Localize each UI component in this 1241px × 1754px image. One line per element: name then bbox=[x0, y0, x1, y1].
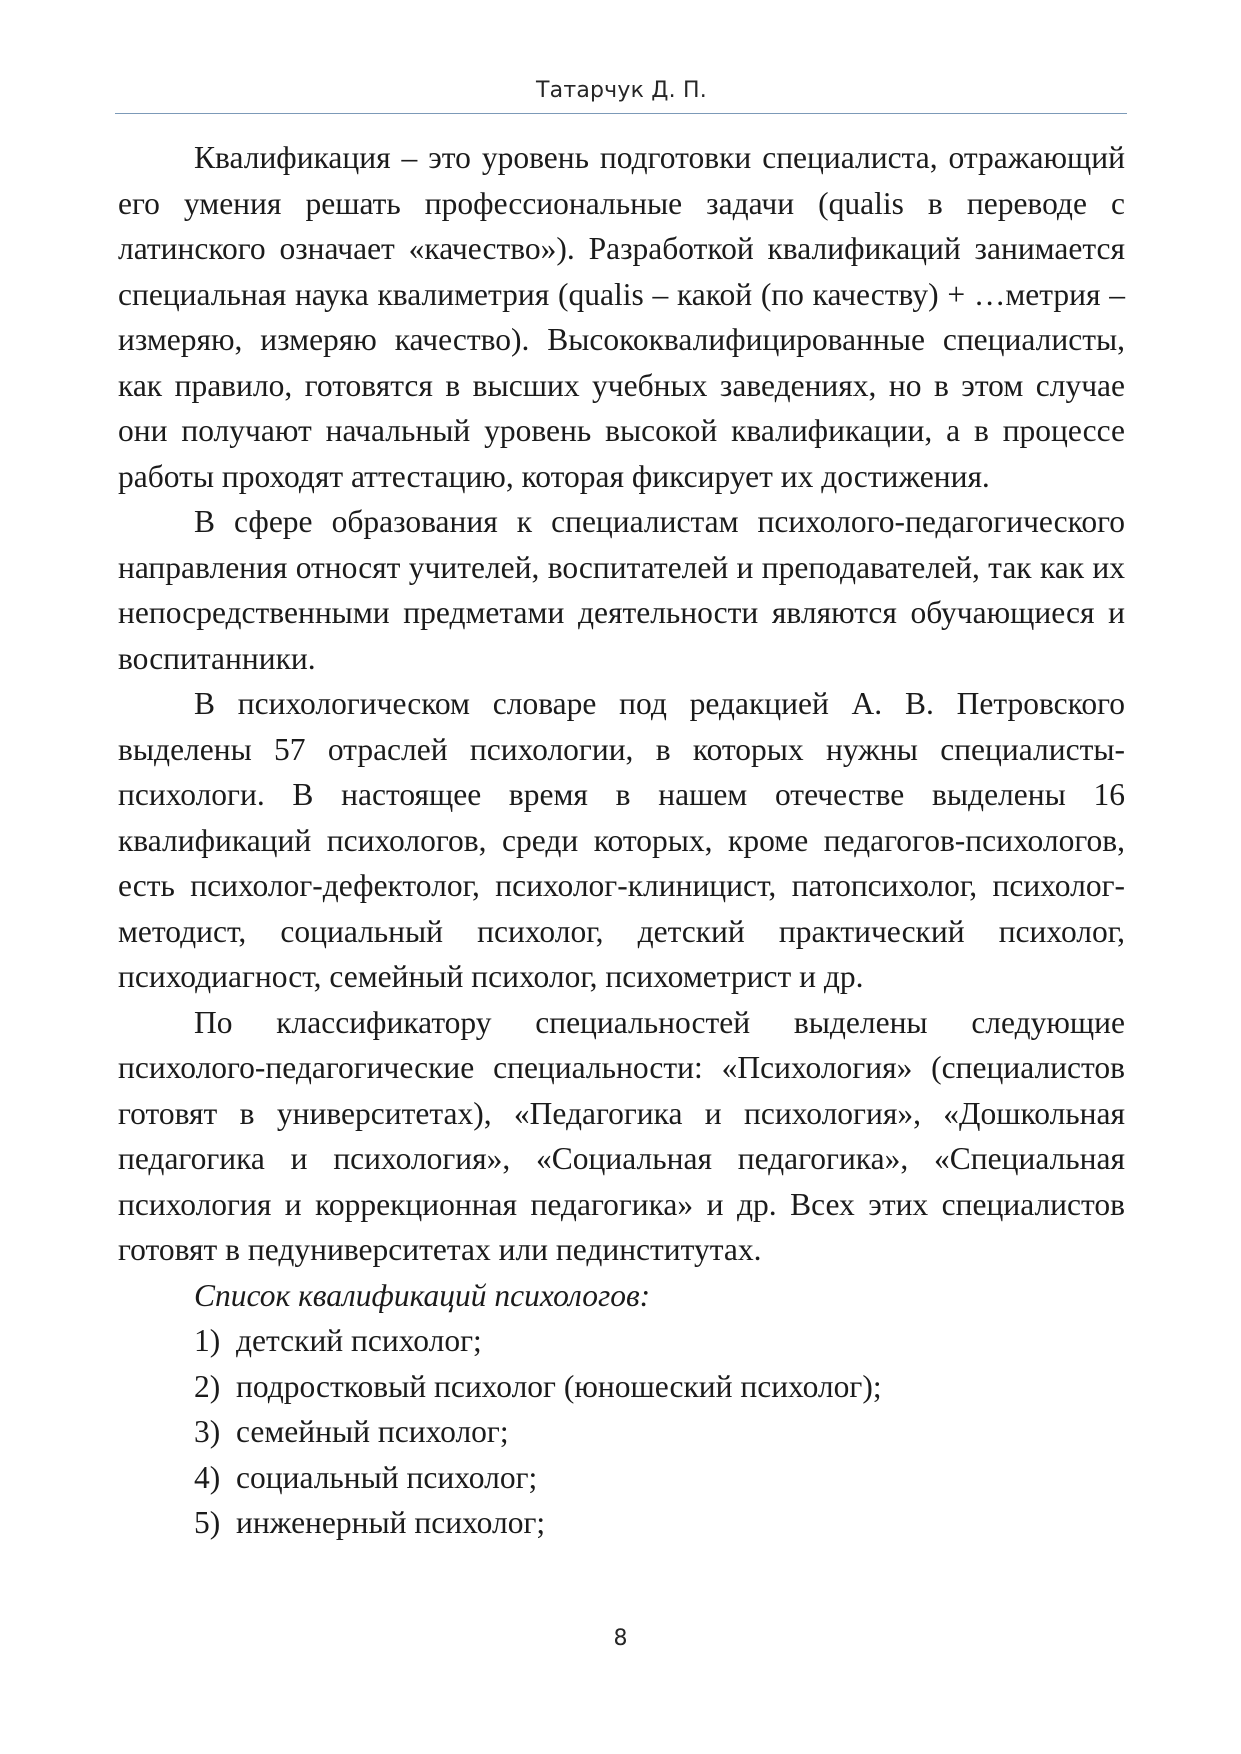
header-divider bbox=[115, 113, 1127, 114]
main-text bbox=[118, 135, 1125, 1546]
list-item bbox=[118, 1409, 1125, 1455]
list-title: Список квалификаций психологов: bbox=[194, 1277, 651, 1313]
qualifications-list bbox=[118, 1318, 1125, 1546]
list-item-number: 1) bbox=[194, 1323, 221, 1358]
list-item-text: семейный психолог; bbox=[236, 1414, 509, 1449]
list-item bbox=[118, 1500, 1125, 1546]
list-item bbox=[118, 1318, 1125, 1364]
list-item-number: 4) bbox=[194, 1459, 221, 1495]
paragraph-qualification: Квалификация – это уровень подготовки специалиста, отражающий его умения решать профессиональные задачи (qualis в переводе с латинского означает «качество»). Разработкой квалификаций занимается специальная наука квалиметрия (qualis – какой (по качеству) + …метрия – измеряю, измеряю качество). Высококвалифицированные специалисты, как правило, готовятся в высших учебных заведениях, но в этом случае они получают начальный уровень высокой квалификации, а в процессе работы проходят аттестацию, которая фиксирует их достижения. bbox=[118, 140, 1125, 494]
list-item-text: детский психолог; bbox=[236, 1323, 482, 1358]
list-item-text: подростковый психолог (юношеский психолог); bbox=[236, 1368, 882, 1404]
list-item-text: инженерный психолог; bbox=[236, 1505, 546, 1540]
list-item-number: 3) bbox=[194, 1414, 221, 1449]
list-item-text: социальный психолог; bbox=[236, 1459, 538, 1495]
paragraph-education: В сфере образования к специалистам психолого-педагогического направления относят учителей, воспитателей и преподавателей, так как их непосредственными предметами деятельности являются обучающиеся и воспитанники. bbox=[118, 504, 1125, 676]
list-item-number: 2) bbox=[194, 1368, 221, 1404]
list-item-number: 5) bbox=[194, 1505, 221, 1540]
paragraph-classifier: По классификатору специальностей выделены следующие психолого-педагогические специальности: «Психология» (специалистов готовят в университетах), «Педагогика и психология», «Дошкольная педагогика и психология», «Социальная педагогика», «Специальная психология и коррекционная педагогика» и др. Всех этих специалистов готовят в педуниверситетах или пединститутах. bbox=[118, 1004, 1125, 1267]
paragraph-dictionary: В психологическом словаре под редакцией А. В. Петровского выделены 57 отраслей психологии, в которых нужны специалисты-психологи. В настоящее время в нашем отечестве выделены 16 квалификаций психологов, среди которых, кроме педагогов-психологов, есть психолог-дефектолог, психолог-клиницист, патопсихолог, психолог-методист, социальный психолог, детский практический психолог, психодиагност, семейный психолог, психометрист и др. bbox=[118, 686, 1125, 994]
list-item bbox=[118, 1364, 1125, 1410]
running-header-author: Татарчук Д. П. bbox=[536, 78, 707, 103]
list-item bbox=[118, 1455, 1125, 1501]
page-number: 8 bbox=[613, 1626, 628, 1651]
